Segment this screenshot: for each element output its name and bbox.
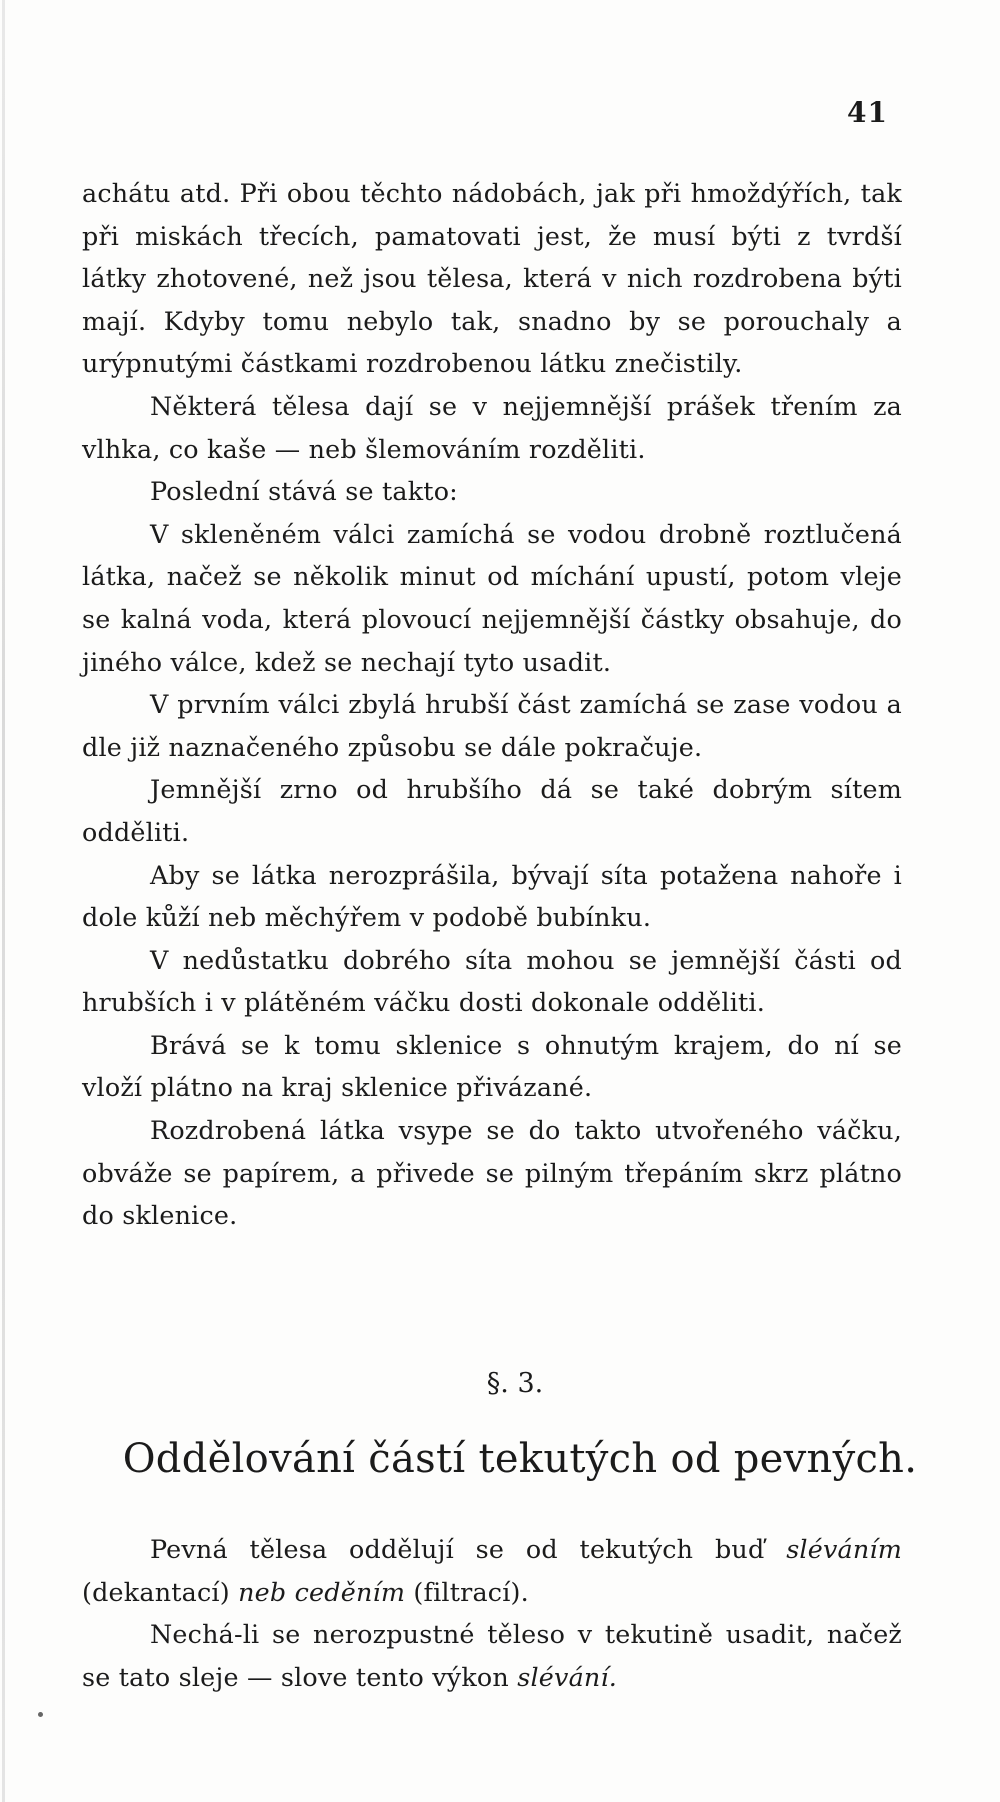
paragraph-pevna-telesa: [82, 1528, 902, 1613]
paragraph-bubinek: Aby se látka nerozprášila, bývají síta potažena nahoře i dole kůží neb měchýřem v podobě bubínku.: [82, 859, 902, 933]
paragraph-prvni-valec: V prvním válci zbylá hrubší část zamíchá se zase vodou a dle již naznačeného způsobu se dále pokračuje.: [82, 689, 902, 762]
paragraph-placeny-vacek: V nedůstatku dobrého síta mohou se jemnější části od hrubších i v plátěném váčku dosti dokonale odděliti.: [82, 944, 902, 1018]
italic-term-slevanim: sléváním: [786, 1534, 902, 1564]
text-segment: (dekantací): [82, 1576, 239, 1607]
italic-term-cedenim: neb ceděním: [238, 1576, 406, 1607]
text-segment: (filtrací).: [405, 1576, 529, 1607]
paragraph-trepani: Rozdrobená látka vsype se do takto utvořeného váčku, obváže se papírem, a přivede se pilným třepáním skrz plátno do sklenice.: [82, 1115, 902, 1231]
section-title: Oddělování částí tekutých od pevných.: [122, 1436, 918, 1482]
paragraph-skleneny-valec: V skleněném válci zamíchá se vodou drobně roztlučená látka, načež se několik minut od míchání upustí, potom vleje se kalná voda, která plovoucí nejjemnější částky obsahuje, do jiného válce, kdež se nechají tyto usadit.: [82, 518, 902, 677]
body-text-top: [82, 172, 902, 1237]
body-text-bottom: [82, 1528, 902, 1698]
italic-term-slevani: slévání.: [517, 1661, 618, 1692]
page-edge-shadow: [2, 0, 5, 1802]
text-segment: Nechá-li se nerozpustné těleso v tekutině usadit, načež se tato sleje — slove tento výkon: [82, 1619, 902, 1692]
paragraph-slemovani: Některá tělesa dají se v nejjemnější prášek třením za vlhka, co kaše — neb šlemováním rozděliti.: [82, 390, 902, 464]
paragraph-sito: Jemnější zrno od hrubšího dá se také dobrým sítem odděliti.: [82, 774, 902, 847]
page-number: 41: [847, 96, 888, 129]
text-segment: Pevná tělesa oddělují se od tekutých buď: [150, 1534, 787, 1564]
paper-speck: [38, 1712, 43, 1717]
paragraph-necha-li: [82, 1613, 902, 1698]
paragraph-posledni: Poslední stává se takto:: [150, 476, 458, 507]
section-number: §. 3.: [486, 1368, 544, 1399]
paragraph-sklenice: Brává se k tomu sklenice s ohnutým krajem, do ní se vloží plátno na kraj sklenice přivázané.: [82, 1029, 902, 1103]
paragraph-continuation: achátu atd. Při obou těchto nádobách, jak při hmoždýřích, tak při miskách třecích, pamatovati jest, že musí býti z tvrdší látky zhotovené, než jsou tělesa, která v nich rozdrobena býti mají. Kdyby tomu nebylo tak, snadno by se porouchaly a urýpnutými částkami rozdrobenou látku znečistily.: [82, 178, 902, 379]
